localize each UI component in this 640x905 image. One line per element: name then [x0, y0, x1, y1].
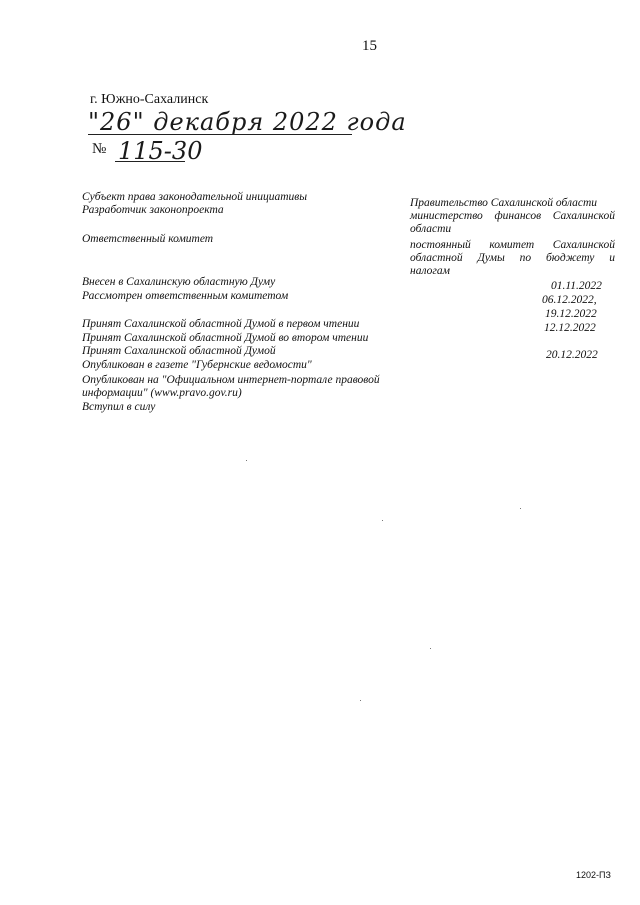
- value-developer-1: министерство финансов Сахалинской: [410, 210, 615, 222]
- label-reviewed: Рассмотрен ответственным комитетом: [82, 290, 289, 302]
- date-reviewed-2: 19.12.2022: [545, 308, 597, 320]
- date-reviewed-1: 06.12.2022,: [542, 294, 597, 306]
- date-underline: [88, 134, 352, 135]
- date-submitted: 01.11.2022: [551, 280, 602, 292]
- value-developer-2: области: [410, 223, 452, 235]
- value-committee-1: постоянный комитет Сахалинской: [410, 239, 615, 251]
- label-adopted: Принят Сахалинской областной Думой: [82, 345, 276, 357]
- label-published-gazette: Опубликован в газете "Губернские ведомости": [82, 359, 312, 371]
- handwritten-number: 115-30: [118, 137, 203, 165]
- label-subject: Субъект права законодательной инициативы: [82, 191, 308, 203]
- value-committee-3: налогам: [410, 265, 450, 277]
- label-first-reading: Принят Сахалинской областной Думой в первом чтении: [82, 318, 360, 330]
- value-committee-2: областной Думы по бюджету и: [410, 252, 615, 264]
- date-adopted: 20.12.2022: [546, 349, 598, 361]
- value-subject: Правительство Сахалинской области: [410, 197, 598, 209]
- scan-speck: [430, 648, 431, 649]
- label-entered-force: Вступил в силу: [82, 401, 156, 413]
- scan-speck: [360, 700, 361, 701]
- label-committee: Ответственный комитет: [82, 233, 214, 245]
- handwritten-date: "26" декабря 2022 года: [88, 108, 407, 136]
- label-submitted: Внесен в Сахалинскую областную Думу: [82, 276, 276, 288]
- scan-speck: [520, 508, 521, 509]
- date-first-reading: 12.12.2022: [544, 322, 596, 334]
- page-number: 15: [362, 38, 377, 54]
- label-developer: Разработчик законопроекта: [82, 204, 224, 216]
- city-line: г. Южно-Сахалинск: [90, 92, 209, 107]
- number-label: №: [92, 141, 107, 157]
- document-code: 1202-ПЗ: [576, 870, 611, 880]
- label-published-portal-1: Опубликован на "Официальном интернет-портале правовой: [82, 374, 380, 386]
- number-underline: [115, 161, 185, 162]
- scan-speck: [382, 520, 383, 521]
- label-second-reading: Принят Сахалинской областной Думой во втором чтении: [82, 332, 369, 344]
- label-published-portal-2: информации" (www.pravo.gov.ru): [82, 387, 242, 399]
- scan-speck: [246, 460, 247, 461]
